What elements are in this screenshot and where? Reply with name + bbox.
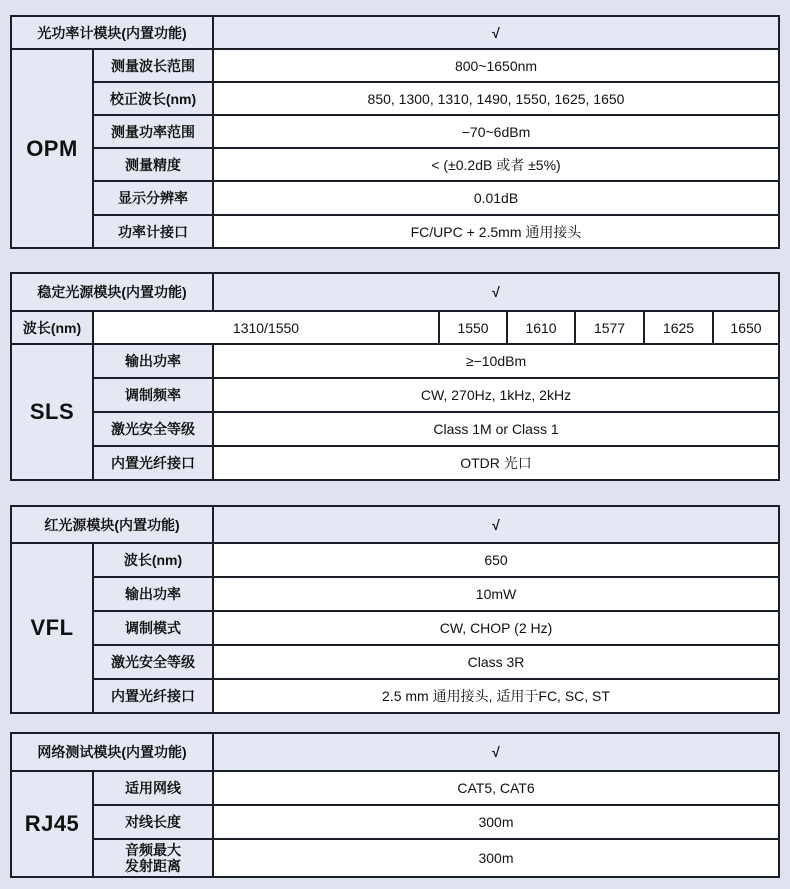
sls-wavelength-value: 1310/1550: [93, 311, 439, 344]
sls-wavelength-value: 1550: [439, 311, 507, 344]
rj45-row-value: CAT5, CAT6: [213, 771, 779, 805]
vfl-row-value: Class 3R: [213, 645, 779, 679]
sls-wavelength-value: 1577: [575, 311, 644, 344]
rj45-module-name: RJ45: [11, 771, 93, 877]
rj45-table: [10, 732, 780, 878]
sls-module-name: SLS: [11, 344, 93, 480]
sls-row-value: Class 1M or Class 1: [213, 412, 779, 446]
opm-row-value: −70~6dBm: [213, 115, 779, 148]
vfl-row-label: 输出功率: [93, 577, 213, 611]
rj45-row-value: 300m: [213, 805, 779, 839]
opm-row-label: 显示分辨率: [93, 181, 213, 215]
sls-wavelength-value: 1625: [644, 311, 713, 344]
opm-row-label: 测量功率范围: [93, 115, 213, 148]
opm-header: 光功率计模块(内置功能): [11, 16, 213, 49]
vfl-row-label: 激光安全等级: [93, 645, 213, 679]
opm-row-label: 校正波长(nm): [93, 82, 213, 115]
sls-check-mark: √: [213, 273, 779, 311]
rj45-row-value: 300m: [213, 839, 779, 877]
sls-row-label: 输出功率: [93, 344, 213, 378]
opm-row-label: 测量精度: [93, 148, 213, 181]
opm-check-mark: √: [213, 16, 779, 49]
opm-module-name: OPM: [11, 49, 93, 248]
sls-row-value: CW, 270Hz, 1kHz, 2kHz: [213, 378, 779, 412]
vfl-row-label: 内置光纤接口: [93, 679, 213, 713]
sls-wavelength-value: 1650: [713, 311, 779, 344]
opm-row-value: FC/UPC + 2.5mm 通用接头: [213, 215, 779, 248]
vfl-row-value: CW, CHOP (2 Hz): [213, 611, 779, 645]
opm-row-label: 测量波长范围: [93, 49, 213, 82]
vfl-row-label: 调制模式: [93, 611, 213, 645]
sls-wavelength-label: 波长(nm): [11, 311, 93, 344]
rj45-check-mark: √: [213, 733, 779, 771]
sls-row-label: 激光安全等级: [93, 412, 213, 446]
opm-table: [10, 15, 780, 249]
sls-table: [10, 272, 780, 481]
opm-row-value: < (±0.2dB 或者 ±5%): [213, 148, 779, 181]
rj45-row-label-line1: 音频最大: [125, 842, 181, 858]
rj45-header: 网络测试模块(内置功能): [11, 733, 213, 771]
vfl-check-mark: √: [213, 506, 779, 543]
opm-row-value: 0.01dB: [213, 181, 779, 215]
vfl-row-value: 10mW: [213, 577, 779, 611]
opm-row-value: 800~1650nm: [213, 49, 779, 82]
rj45-row-label: 适用网线: [93, 771, 213, 805]
opm-row-value: 850, 1300, 1310, 1490, 1550, 1625, 1650: [213, 82, 779, 115]
sls-header: 稳定光源模块(内置功能): [11, 273, 213, 311]
vfl-row-value: 650: [213, 543, 779, 577]
vfl-header: 红光源模块(内置功能): [11, 506, 213, 543]
sls-row-value: OTDR 光口: [213, 446, 779, 480]
sls-row-value: ≥−10dBm: [213, 344, 779, 378]
vfl-row-label: 波长(nm): [93, 543, 213, 577]
vfl-row-value: 2.5 mm 通用接头, 适用于FC, SC, ST: [213, 679, 779, 713]
sls-row-label: 内置光纤接口: [93, 446, 213, 480]
rj45-row-label: [93, 839, 213, 877]
vfl-table: [10, 505, 780, 714]
sls-row-label: 调制频率: [93, 378, 213, 412]
opm-row-label: 功率计接口: [93, 215, 213, 248]
rj45-row-label-line2: 发射距离: [125, 858, 181, 874]
rj45-row-label: 对线长度: [93, 805, 213, 839]
vfl-module-name: VFL: [11, 543, 93, 713]
sls-wavelength-value: 1610: [507, 311, 575, 344]
